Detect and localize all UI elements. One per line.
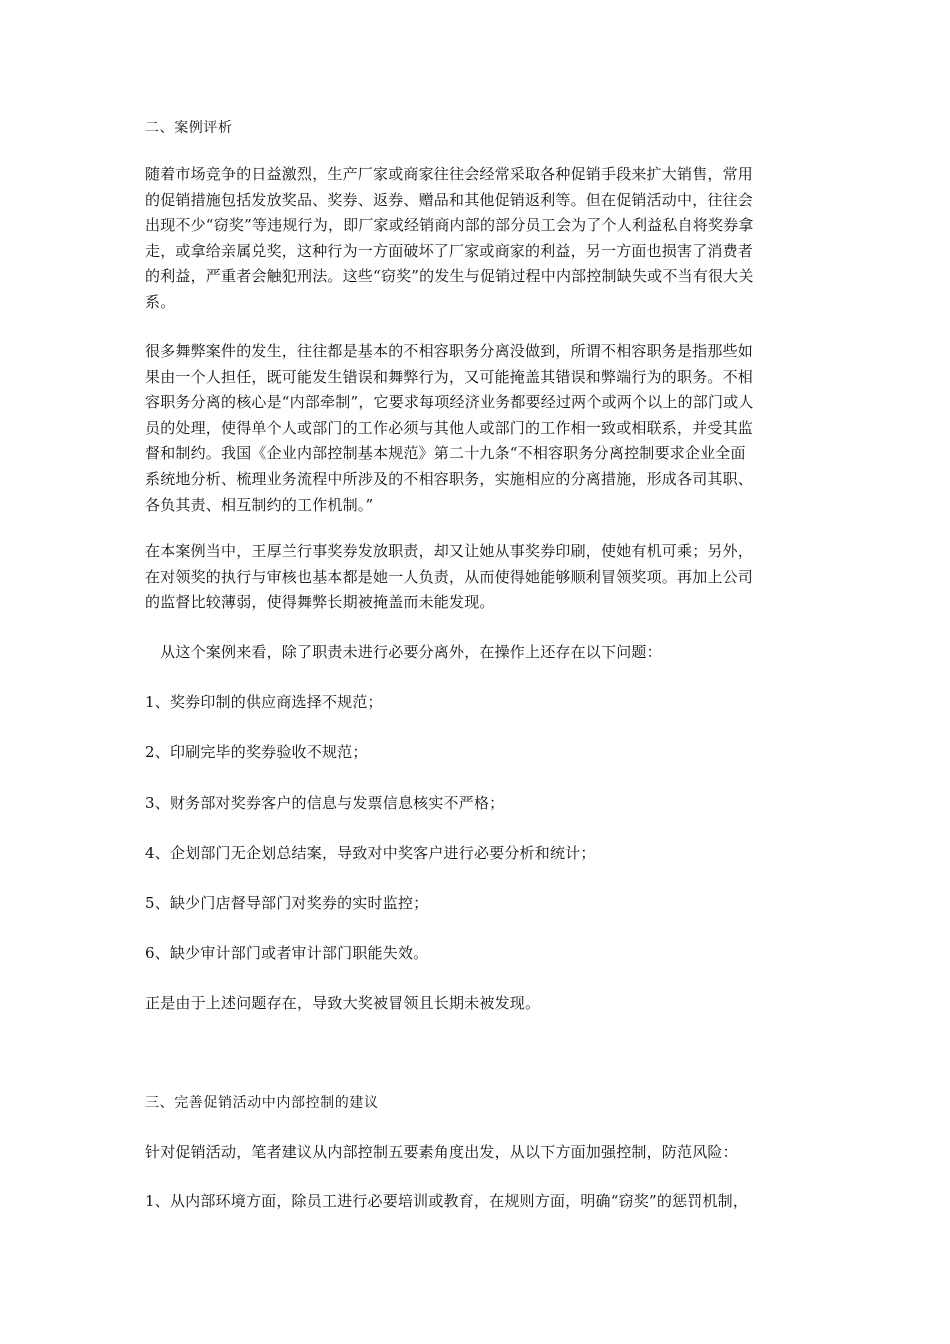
issue-item-4: 4、企划部门无企划总结案，导致对中奖客户进行必要分析和统计； (145, 844, 596, 862)
issue-item-2: 2、印刷完毕的奖券验收不规范； (145, 743, 368, 761)
paragraph-recommendations-intro: 针对促销活动，笔者建议从内部控制五要素角度出发，从以下方面加强控制，防范风险： (145, 1143, 738, 1161)
paragraph-issues-intro: 从这个案例来看，除了职责未进行必要分离外，在操作上还存在以下问题： (145, 643, 662, 661)
paragraph-market-competition: 随着市场竞争的日益激烈，生产厂家或商家往往会经常采取各种促销手段来扩大销售，常用 的促销措施包括发放奖品、奖券、返券、赠品和其他促销返利等。但在促销活动中，往往会 出现不少“窃奖”等违规行为，即厂家或经销商内部的部分员工会为了个人利益私自将奖券拿 走，或拿给亲属兑奖，这种行为一方面破坏了厂家或商家的利益，另一方面也损害了消费者 的利益，严重者会触犯刑法。这些“窃奖”的发生与促销过程中内部控制缺失或不当有很大关 系。 (145, 165, 754, 311)
issue-item-1: 1、奖券印制的供应商选择不规范； (145, 693, 383, 711)
paragraph-internal-environment: 1、从内部环境方面，除员工进行必要培训或教育，在规则方面，明确“窃奖”的惩罚机制， (145, 1192, 749, 1210)
section-heading-case-analysis: 二、案例评析 (145, 120, 233, 136)
section-heading-recommendations: 三、完善促销活动中内部控制的建议 (145, 1095, 379, 1111)
issue-item-5: 5、缺少门店督导部门对奖券的实时监控； (145, 894, 429, 912)
issue-item-3: 3、财务部对奖券客户的信息与发票信息核实不严格； (145, 794, 505, 812)
paragraph-conclusion: 正是由于上述问题存在，导致大奖被冒领且长期未被发现。 (145, 994, 541, 1012)
issue-item-6: 6、缺少审计部门或者审计部门职能失效。 (145, 944, 429, 962)
paragraph-case-details: 在本案例当中，王厚兰行事奖券发放职责，却又让她从事奖券印刷，使她有机可乘；另外， 在对领奖的执行与审核也基本都是她一人负责，从而使得她能够顺利冒领奖项。再加上公司 的监督比较薄弱，使得舞弊长期被掩盖而未能发现。 (145, 542, 754, 612)
paragraph-incompatible-duties: 很多舞弊案件的发生，往往都是基本的不相容职务分离没做到，所谓不相容职务是指那些如 果由一个人担任，既可能发生错误和舞弊行为，又可能掩盖其错误和弊端行为的职务。不相 容职务分离的核心是“内部牵制”，它要求每项经济业务都要经过两个或两个以上的部门或人 员的处理，使得单个人或部门的工作必须与其他人或部门的工作相一致或相联系，并受其监 督和制约。我国《企业内部控制基本规范》第二十九条“不相容职务分离控制要求企业全面 系统地分析、梳理业务流程中所涉及的不相容职务，实施相应的分离措施，形成各司其职、 各负其责、相互制约的工作机制。” (145, 342, 754, 514)
